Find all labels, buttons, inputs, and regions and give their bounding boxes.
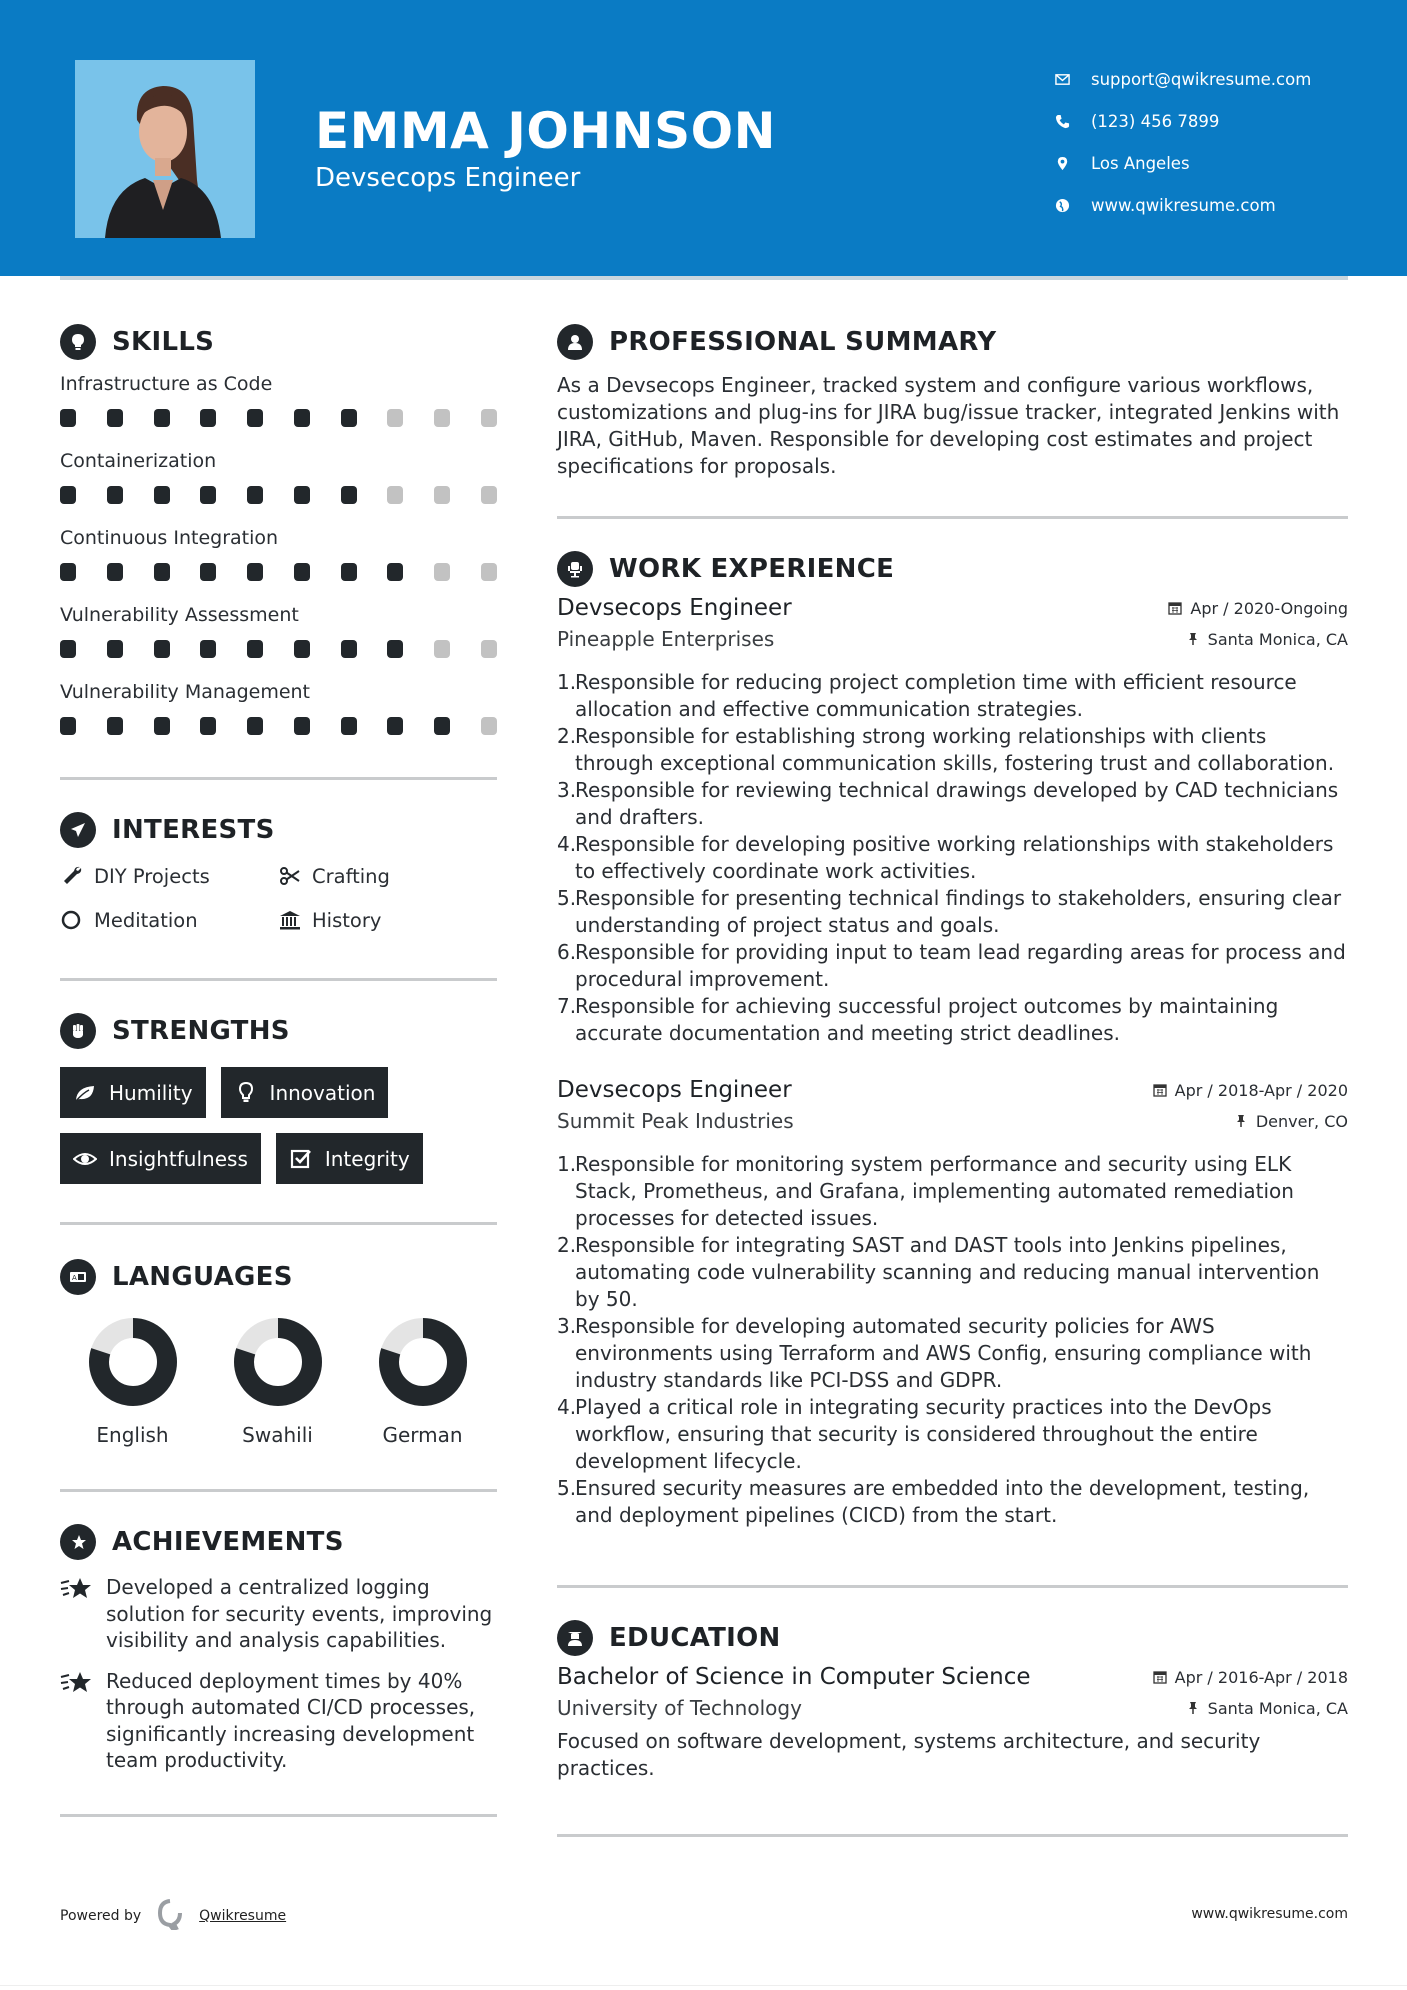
right-column xyxy=(557,320,1348,1837)
strength-chip xyxy=(60,1067,206,1118)
calendar-icon xyxy=(1168,601,1182,615)
strength-chip xyxy=(276,1133,423,1184)
section-title: EDUCATION xyxy=(609,1623,781,1653)
powered-by-label: Powered by xyxy=(60,1908,142,1924)
job-header xyxy=(557,595,1348,621)
calendar-icon xyxy=(1153,1670,1167,1684)
section-divider xyxy=(60,1814,497,1817)
pushpin-icon xyxy=(1186,632,1200,646)
languages-section xyxy=(60,1255,497,1447)
rating-dot-filled xyxy=(107,640,123,658)
education-section xyxy=(557,1616,1348,1782)
proficiency-donut xyxy=(233,1317,323,1407)
candidate-title: Devsecops Engineer xyxy=(315,163,581,193)
fist-icon xyxy=(60,1013,96,1049)
map-pin-icon xyxy=(1055,156,1091,171)
job-dates-text: Apr / 2020-Ongoing xyxy=(1190,598,1348,618)
contact-location xyxy=(1055,142,1311,184)
footer-website[interactable]: www.qwikresume.com xyxy=(1191,1906,1348,1922)
company-name: Pineapple Enterprises xyxy=(557,627,775,651)
responsibility-list xyxy=(557,669,1348,1047)
achievement-text: Developed a centralized logging solution for security events, improving visibility and analysis capabilities. xyxy=(106,1575,493,1652)
interest-item xyxy=(278,860,496,892)
rating-dot-filled xyxy=(107,563,123,581)
lightbulb-icon xyxy=(60,324,96,360)
job-entry xyxy=(557,595,1348,1047)
translate-icon xyxy=(60,1259,96,1295)
interest-item xyxy=(60,860,278,892)
achievements-section xyxy=(60,1520,497,1774)
language-name: Swahili xyxy=(242,1423,313,1447)
skills-heading xyxy=(60,320,497,364)
qwikresume-link[interactable]: Qwikresume xyxy=(199,1908,287,1924)
section-title: WORK EXPERIENCE xyxy=(609,554,895,584)
strength-label: Insightfulness xyxy=(109,1146,248,1171)
rating-dot-filled xyxy=(200,486,216,504)
skill-name: Continuous Integration xyxy=(60,527,279,549)
strength-label: Humility xyxy=(109,1080,193,1105)
svg-text:A: A xyxy=(72,1274,77,1282)
rating-dot-filled xyxy=(387,563,403,581)
interests-section xyxy=(60,808,497,936)
rating-dot-filled xyxy=(60,640,76,658)
job-location xyxy=(1186,630,1348,649)
eye-icon xyxy=(73,1147,109,1171)
contact-phone-text: (123) 456 7899 xyxy=(1091,111,1220,131)
rating-dot-filled xyxy=(434,717,450,735)
contact-website-text: www.qwikresume.com xyxy=(1091,195,1276,215)
rating-dot-empty xyxy=(387,409,403,427)
responsibility-item: 6. Responsible for providing input to team lead regarding areas for process and procedural improvement. xyxy=(557,940,1346,991)
rating-dot-filled xyxy=(341,409,357,427)
wrench-icon xyxy=(60,864,94,888)
experience-section xyxy=(557,547,1348,1529)
rating-dot-filled xyxy=(154,409,170,427)
contact-list xyxy=(1055,58,1311,226)
rating-dot-filled xyxy=(341,486,357,504)
rating-dot-filled xyxy=(154,640,170,658)
rating-dot-filled xyxy=(341,640,357,658)
responsibility-item: 5. Responsible for presenting technical findings to stakeholders, ensuring clear understanding of project status and goals. xyxy=(557,886,1342,937)
page-bottom-border xyxy=(0,1985,1407,1986)
left-column xyxy=(60,320,497,1817)
job-title: Devsecops Engineer xyxy=(557,1077,792,1103)
job-subheader xyxy=(557,1109,1348,1133)
education-location-text: Santa Monica, CA xyxy=(1207,1698,1348,1718)
interests-heading xyxy=(60,808,497,852)
education-header xyxy=(557,1664,1348,1690)
rating-dot-filled xyxy=(60,717,76,735)
section-divider xyxy=(60,1489,497,1492)
responsibility-item: 3. Responsible for reviewing technical drawings developed by CAD technicians and drafters. xyxy=(557,778,1339,829)
company-name: Summit Peak Industries xyxy=(557,1109,794,1133)
interest-label: DIY Projects xyxy=(94,864,210,888)
skill-item xyxy=(60,373,497,429)
skill-name: Containerization xyxy=(60,450,217,472)
section-divider xyxy=(557,1585,1348,1588)
rating-dot-empty xyxy=(387,486,403,504)
language-item xyxy=(205,1317,350,1447)
section-title: INTERESTS xyxy=(112,815,275,845)
section-title: STRENGTHS xyxy=(112,1016,290,1046)
contact-website[interactable] xyxy=(1055,184,1311,226)
responsibility-item: 2. Responsible for establishing strong working relationships with clients through exceptional communication skills, fostering trust and collaboration. xyxy=(557,724,1335,775)
rating-dot-empty xyxy=(481,563,497,581)
strength-chip xyxy=(60,1133,261,1184)
section-divider xyxy=(60,777,497,780)
interest-label: Crafting xyxy=(312,864,390,888)
rating-dot-filled xyxy=(60,486,76,504)
checkbox-icon xyxy=(289,1147,325,1171)
skills-section xyxy=(60,320,497,737)
education-entry xyxy=(557,1664,1348,1782)
shooting-star-icon xyxy=(60,1668,106,1774)
shooting-star-icon xyxy=(60,1574,106,1654)
strength-label: Innovation xyxy=(269,1080,376,1105)
language-item xyxy=(350,1317,495,1447)
leaf-icon xyxy=(73,1081,109,1105)
lightbulb-icon xyxy=(234,1081,270,1105)
rating-dot-filled xyxy=(247,640,263,658)
rating-dot-filled xyxy=(107,486,123,504)
job-location xyxy=(1234,1112,1348,1131)
achievement-text: Reduced deployment times by 40% through automated CI/CD processes, significantly increasing development team productivity. xyxy=(106,1668,476,1772)
school-name: University of Technology xyxy=(557,1696,802,1720)
rating-dot-filled xyxy=(294,563,310,581)
languages-list xyxy=(60,1317,497,1447)
interest-item xyxy=(60,904,278,936)
job-location-text: Santa Monica, CA xyxy=(1207,629,1348,649)
section-title: PROFESSIONAL SUMMARY xyxy=(609,327,997,357)
job-dates xyxy=(1153,1081,1348,1100)
rating-dot-filled xyxy=(107,717,123,735)
rating-dot-filled xyxy=(154,563,170,581)
skill-item xyxy=(60,681,497,737)
responsibility-item: 4. Responsible for developing positive working relationships with stakeholders to effectively coordinate work activities. xyxy=(557,832,1334,883)
globe-icon xyxy=(1055,198,1091,213)
rating-dot-filled xyxy=(200,640,216,658)
education-dates-text: Apr / 2016-Apr / 2018 xyxy=(1174,1667,1348,1687)
rating-dot-filled xyxy=(294,640,310,658)
responsibility-item: 7. Responsible for achieving successful project outcomes by maintaining accurate documentation and meeting strict deadlines. xyxy=(557,994,1279,1045)
rating-dot-filled xyxy=(154,717,170,735)
rating-dot-filled xyxy=(200,717,216,735)
rating-dot-empty xyxy=(434,563,450,581)
education-subheader xyxy=(557,1696,1348,1720)
rating-dot-empty xyxy=(481,486,497,504)
skill-name: Infrastructure as Code xyxy=(60,373,273,395)
rating-dot-empty xyxy=(481,409,497,427)
interest-label: History xyxy=(312,908,382,932)
circle-icon xyxy=(60,908,94,932)
rating-dot-filled xyxy=(294,486,310,504)
person-portrait-icon xyxy=(75,60,255,238)
star-icon xyxy=(60,1524,96,1560)
strength-label: Integrity xyxy=(324,1146,410,1171)
responsibility-item: 4. Played a critical role in integrating security practices into the DevOps workflow, ensuring that security is considered throughout the entire development lifecycle. xyxy=(557,1395,1272,1473)
rating-dot-filled xyxy=(200,563,216,581)
section-divider xyxy=(557,516,1348,519)
user-icon xyxy=(557,324,593,360)
rating-dot-filled xyxy=(247,486,263,504)
rating-dot-empty xyxy=(434,486,450,504)
languages-heading xyxy=(60,1255,497,1299)
achievement-item xyxy=(60,1668,497,1774)
responsibility-item: 1. Responsible for reducing project completion time with efficient resource allocation and effective communication strategies. xyxy=(557,670,1297,721)
experience-heading xyxy=(557,547,1348,591)
rating-dot-filled xyxy=(294,717,310,735)
pushpin-icon xyxy=(1234,1114,1248,1128)
paper-plane-icon xyxy=(60,812,96,848)
job-header xyxy=(557,1077,1348,1103)
rating-dot-filled xyxy=(387,717,403,735)
skill-item xyxy=(60,604,497,660)
responsibility-item: 3. Responsible for developing automated security policies for AWS environments using Terraform and AWS Config, ensuring compliance with industry standards like PCI-DSS and GDPR. xyxy=(557,1314,1312,1392)
skill-rating xyxy=(60,563,497,583)
envelope-icon xyxy=(1055,72,1091,87)
job-entry xyxy=(557,1077,1348,1529)
responsibility-list xyxy=(557,1151,1348,1529)
contact-email-text: support@qwikresume.com xyxy=(1091,69,1312,89)
section-divider xyxy=(557,1834,1348,1837)
rating-dot-empty xyxy=(481,717,497,735)
rating-dot-filled xyxy=(154,486,170,504)
skill-rating xyxy=(60,717,497,737)
header-divider xyxy=(60,276,1348,280)
job-dates xyxy=(1168,599,1348,618)
rating-dot-filled xyxy=(60,563,76,581)
skill-rating xyxy=(60,409,497,429)
rating-dot-filled xyxy=(247,563,263,581)
resume-header xyxy=(0,0,1407,276)
rating-dot-empty xyxy=(434,409,450,427)
contact-phone[interactable] xyxy=(1055,100,1311,142)
strengths-heading xyxy=(60,1009,497,1053)
rating-dot-empty xyxy=(434,640,450,658)
rating-dot-filled xyxy=(247,409,263,427)
rating-dot-filled xyxy=(294,409,310,427)
section-title: ACHIEVEMENTS xyxy=(112,1527,344,1557)
language-name: English xyxy=(96,1423,169,1447)
section-divider xyxy=(60,978,497,981)
strength-chip xyxy=(221,1067,389,1118)
degree-name: Bachelor of Science in Computer Science xyxy=(557,1664,1031,1690)
contact-email[interactable] xyxy=(1055,58,1311,100)
language-item xyxy=(60,1317,205,1447)
job-subheader xyxy=(557,627,1348,651)
education-description: Focused on software development, systems architecture, and security practices. xyxy=(557,1729,1261,1780)
skill-rating xyxy=(60,486,497,506)
office-chair-icon xyxy=(557,551,593,587)
education-dates xyxy=(1153,1668,1348,1687)
responsibility-item: 1. Responsible for monitoring system performance and security using ELK Stack, Prometheus, and Grafana, implementing automated remediation processes for detected issues. xyxy=(557,1152,1294,1230)
rating-dot-filled xyxy=(341,563,357,581)
language-name: German xyxy=(382,1423,463,1447)
proficiency-donut xyxy=(378,1317,468,1407)
interests-list xyxy=(60,860,497,936)
education-heading xyxy=(557,1616,1348,1660)
skill-item xyxy=(60,527,497,583)
bank-icon xyxy=(278,908,312,932)
pushpin-icon xyxy=(1186,1701,1200,1715)
skill-item xyxy=(60,450,497,506)
calendar-icon xyxy=(1153,1083,1167,1097)
summary-section xyxy=(557,320,1348,480)
summary-text: As a Devsecops Engineer, tracked system and configure various workflows, customizations and plug-ins for JIRA bug/issue tracker, integrated Jenkins with JIRA, GitHub, Maven. Responsible for developing cost estimates and project specifications for proposals. xyxy=(557,373,1340,478)
achievement-item xyxy=(60,1574,497,1654)
achievements-heading xyxy=(60,1520,497,1564)
skill-rating xyxy=(60,640,497,660)
contact-location-text: Los Angeles xyxy=(1091,153,1190,173)
powered-by xyxy=(60,1898,286,1934)
rating-dot-filled xyxy=(341,717,357,735)
section-title: LANGUAGES xyxy=(112,1262,293,1292)
profile-photo xyxy=(75,60,255,238)
job-title: Devsecops Engineer xyxy=(557,595,792,621)
job-location-text: Denver, CO xyxy=(1255,1111,1348,1131)
skill-name: Vulnerability Assessment xyxy=(60,604,299,626)
rating-dot-filled xyxy=(387,640,403,658)
responsibility-item: 2. Responsible for integrating SAST and DAST tools into Jenkins pipelines, automating code vulnerability scanning and reducing manual intervention by 50. xyxy=(557,1233,1320,1311)
rating-dot-filled xyxy=(247,717,263,735)
proficiency-donut xyxy=(88,1317,178,1407)
qwikresume-logo-icon xyxy=(155,1898,185,1934)
strengths-list xyxy=(60,1067,497,1184)
candidate-name: EMMA JOHNSON xyxy=(315,102,776,160)
section-divider xyxy=(60,1222,497,1225)
phone-icon xyxy=(1055,114,1091,129)
rating-dot-empty xyxy=(481,640,497,658)
graduate-icon xyxy=(557,1620,593,1656)
responsibility-item: 5. Ensured security measures are embedded into the development, testing, and deployment pipelines (CICD) from the start. xyxy=(557,1476,1310,1527)
interest-label: Meditation xyxy=(94,908,198,932)
scissors-icon xyxy=(278,864,312,888)
rating-dot-filled xyxy=(200,409,216,427)
skill-name: Vulnerability Management xyxy=(60,681,311,703)
interest-item xyxy=(278,904,496,936)
education-location xyxy=(1186,1699,1348,1718)
rating-dot-filled xyxy=(60,409,76,427)
summary-heading xyxy=(557,320,1348,364)
rating-dot-filled xyxy=(107,409,123,427)
strengths-section xyxy=(60,1009,497,1184)
section-title: SKILLS xyxy=(112,327,215,357)
job-dates-text: Apr / 2018-Apr / 2020 xyxy=(1174,1080,1348,1100)
